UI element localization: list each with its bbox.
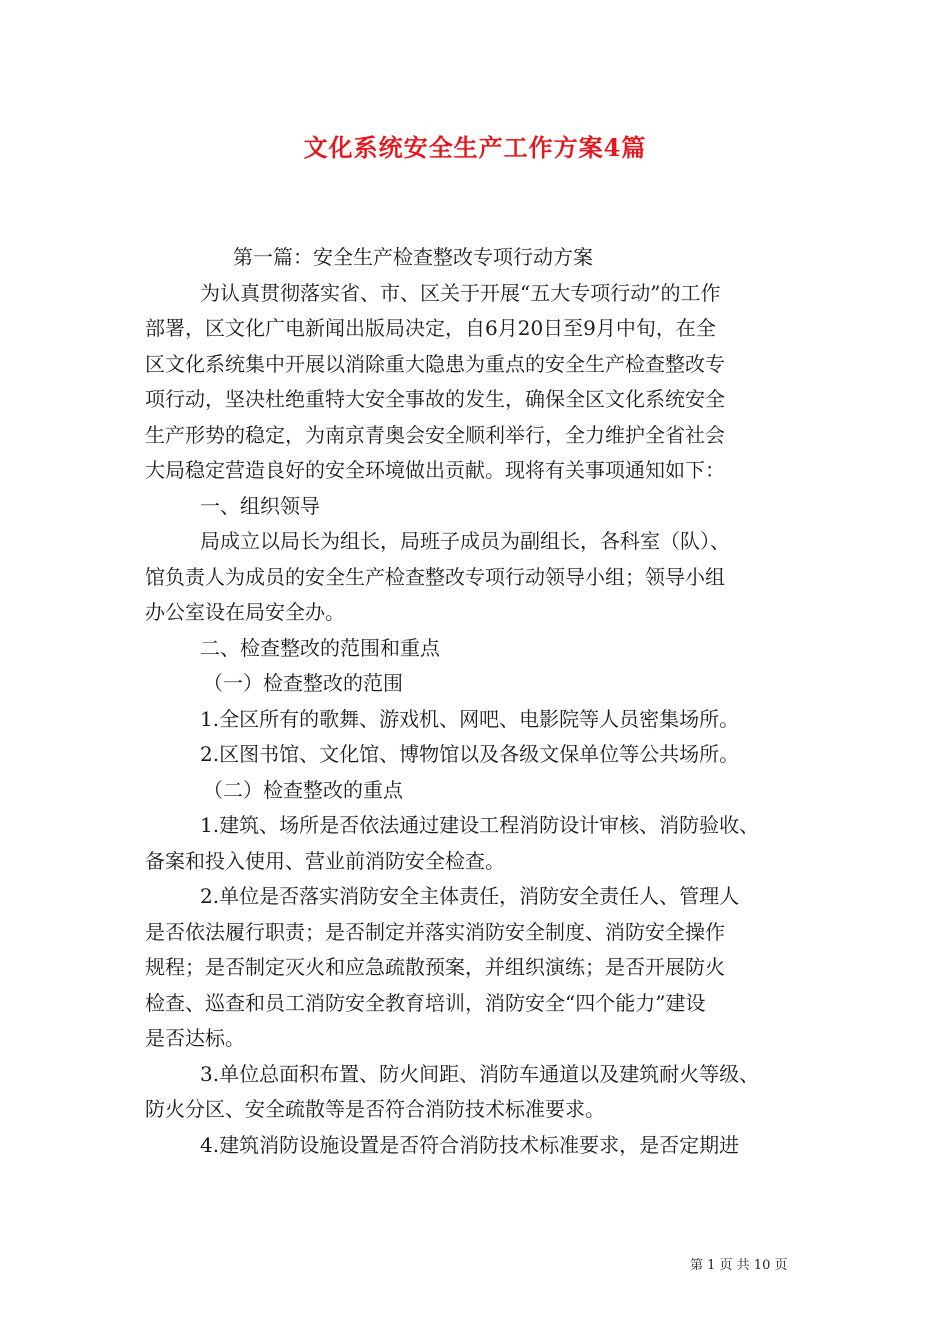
document-title: 文化系统安全生产工作方案4篇 — [303, 133, 647, 162]
paragraph-line: 生产形势的稳定，为南京青奥会安全顺利举行，全力维护全省社会 — [145, 422, 725, 447]
paragraph-line: 馆负责人为成员的安全生产检查整改专项行动领导小组；领导小组 — [145, 564, 725, 589]
paragraph-line: 备案和投入使用、营业前消防安全检查。 — [145, 848, 505, 873]
document-body — [145, 240, 821, 1163]
paragraph-line: 办公室设在局安全办。 — [145, 600, 345, 624]
list-item: 2.区图书馆、文化馆、博物馆以及各级文保单位等公共场所。 — [200, 742, 740, 766]
paragraph-line: 是否达标。 — [145, 1026, 245, 1050]
list-item: 2.单位是否落实消防安全主体责任，消防安全责任人、管理人 — [200, 884, 740, 908]
list-item: 1.建筑、场所是否依法通过建设工程消防设计审核、消防验收、 — [200, 813, 760, 837]
paragraph-line: 为认真贯彻落实省、市、区关于开展“五大专项行动”的工作 — [200, 280, 721, 305]
list-item: 3.单位总面积布置、防火间距、消防车通道以及建筑耐火等级、 — [200, 1061, 760, 1086]
paragraph-line: 区文化系统集中开展以消除重大隐患为重点的安全生产检查整改专 — [145, 351, 725, 376]
section-heading: 二、检查整改的范围和重点 — [200, 635, 440, 660]
paragraph-line: 检查、巡查和员工消防安全教育培训，消防安全“四个能力”建设 — [145, 990, 706, 1015]
section-heading: 第一篇：安全生产检查整改专项行动方案 — [233, 245, 593, 269]
page-number: 第 1 页 共 10 页 — [690, 1258, 788, 1273]
list-item: 4.建筑消防设施设置是否符合消防技术标准要求，是否定期进 — [200, 1132, 740, 1157]
subsection-heading: （二）检查整改的重点 — [203, 777, 403, 802]
paragraph-line: 规程；是否制定灭火和应急疏散预案，并组织演练；是否开展防火 — [145, 955, 725, 979]
paragraph-line: 防火分区、安全疏散等是否符合消防技术标准要求。 — [145, 1097, 605, 1121]
paragraph-line: 大局稳定营造良好的安全环境做出贡献。现将有关事项通知如下： — [145, 458, 725, 482]
paragraph-line: 局成立以局长为组长，局班子成员为副组长，各科室（队）、 — [200, 529, 730, 553]
section-heading: 一、组织领导 — [200, 493, 320, 518]
paragraph-line: 是否依法履行职责；是否制定并落实消防安全制度、消防安全操作 — [145, 919, 725, 944]
subsection-heading: （一）检查整改的范围 — [203, 671, 403, 695]
list-item: 1.全区所有的歌舞、游戏机、网吧、电影院等人员密集场所。 — [200, 706, 740, 731]
paragraph-line: 项行动，坚决杜绝重特大安全事故的发生，确保全区文化系统安全 — [145, 387, 725, 411]
paragraph-line: 部署，区文化广电新闻出版局决定，自6月20日至9月中旬，在全 — [145, 316, 716, 340]
